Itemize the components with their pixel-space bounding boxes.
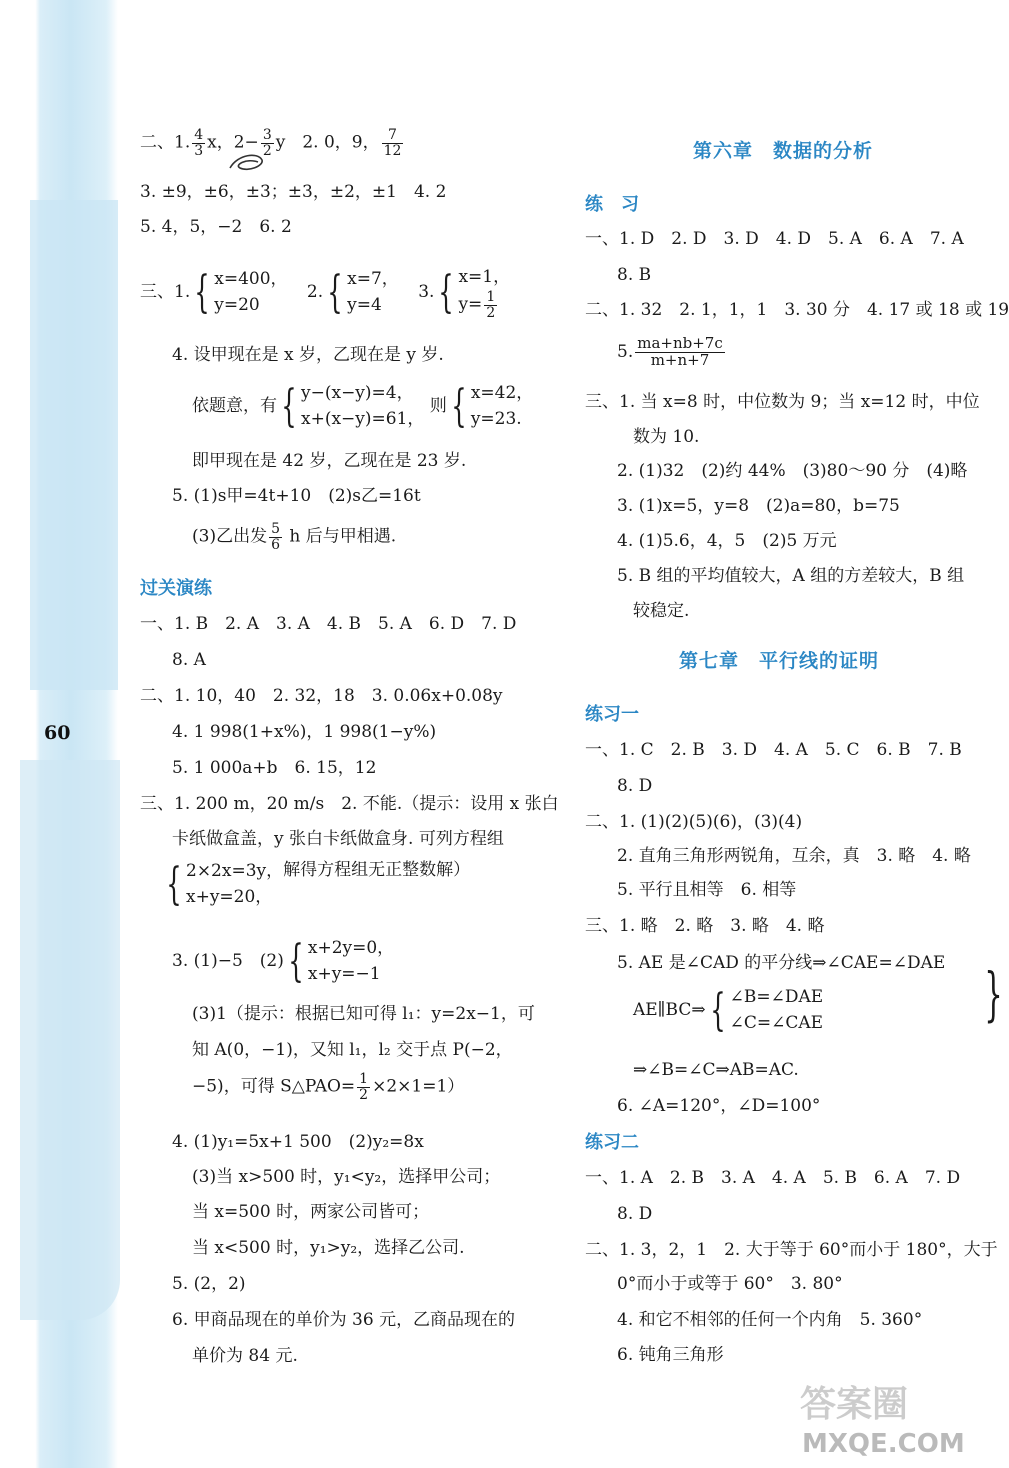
answer-line: 二、1. 10，40 2. 32，18 3. 0.06x+0.08y xyxy=(140,686,503,706)
answer-line: 三、1. 200 m，20 m/s 2. 不能.（提示：设用 x 张白 xyxy=(140,794,559,814)
answer-line: { 2×2x=3y， x+y=20，解得方程组无正整数解） xyxy=(166,858,471,910)
fraction: $\frac{3}{2}$ xyxy=(262,127,272,159)
answer-line: 3. ±9，±6，±3；±3，±2，±1 4. 2 xyxy=(140,182,447,202)
answer-line: 4. 1 998(1+x%)，1 998(1−y%) xyxy=(172,722,437,742)
answer-line: 6. 甲商品现在的单价为 36 元，乙商品现在的 xyxy=(172,1310,516,1330)
answer-line: 数为 10. xyxy=(633,427,700,447)
answer-line: 5. (2，2) xyxy=(172,1274,246,1294)
svg-text:答案圈: 答案圈 xyxy=(800,1384,909,1425)
answer-line: 三、1.{ x=400， y=20 2.{ x=7， y=4 3.{ x=1， y= $\frac{1}{2}$ xyxy=(140,266,511,322)
answer-line: 三、1. 当 x=8 时，中位数为 9；当 x=12 时，中位 xyxy=(585,392,980,412)
answer-line: AE∥BC⇒{ ∠B=∠DAE ∠C=∠CAE xyxy=(633,984,824,1036)
answer-line: 较稳定. xyxy=(633,601,690,621)
answer-line: (3)1（提示：根据已知可得 l₁：y=2x−1，可 xyxy=(192,1004,535,1024)
answer-line: 8. B xyxy=(617,265,652,285)
answer-line: 4. (1)y₁=5x+1 500 (2)y₂=8x xyxy=(172,1132,424,1152)
section-heading: 过关演练 xyxy=(140,578,212,599)
answer-line: 3. (1)−5 (2){ x+2y=0， x+y=−1 xyxy=(172,935,395,987)
answer-line: −5)，可得 S△PAO= $\frac{1}{2}$ ×2×1=1） xyxy=(192,1071,465,1103)
answer-line: 2. (1)32 (2)约 44% (3)80～90 分 (4)略 xyxy=(617,461,968,481)
answer-line: 4. (1)5.6，4，5 (2)5 万元 xyxy=(617,531,837,551)
fraction: $\frac{7}{12}$ xyxy=(383,127,402,159)
answer-line: 单价为 84 元. xyxy=(192,1346,298,1366)
answer-line: 一、1. B 2. A 3. A 4. B 5. A 6. D 7. D xyxy=(140,614,517,634)
answer-line: 二、1. $\frac{4}{3}$ x，2− $\frac{3}{2}$ y 2. 0，9， $\frac{7}{12}$ xyxy=(140,127,402,159)
answer-line: ⇒∠B=∠C⇒AB=AC. xyxy=(633,1060,799,1080)
answer-line: 8. A xyxy=(172,650,206,670)
answer-line: 即甲现在是 42 岁，乙现在是 23 岁. xyxy=(192,451,467,471)
chapter-title: 第七章 平行线的证明 xyxy=(679,650,880,672)
answer-line: 一、1. A 2. B 3. A 4. A 5. B 6. A 7. D xyxy=(585,1168,961,1188)
answer-line: 3. (1)x=5，y=8 (2)a=80，b=75 xyxy=(617,496,900,516)
page-number: 60 xyxy=(44,722,71,744)
section-heading: 练 习 xyxy=(585,194,639,215)
svg-text:MXQE.COM: MXQE.COM xyxy=(802,1429,965,1459)
section-heading: 练习一 xyxy=(585,704,639,725)
answer-line: 5. 1 000a+b 6. 15，12 xyxy=(172,758,377,778)
answer-line: 知 A(0，−1)，又知 l₁，l₂ 交于点 P(−2， xyxy=(192,1040,513,1060)
fraction: $\frac{4}{3}$ xyxy=(194,127,204,159)
answer-line: 4. 设甲现在是 x 岁，乙现在是 y 岁. xyxy=(172,345,444,365)
answer-line: 5. $\frac{ma+nb+7c}{m+n+7}$ xyxy=(617,334,723,369)
answer-line: 5. 4，5，−2 6. 2 xyxy=(140,217,292,237)
answer-line: 2. 直角三角形两锐角，互余，真 3. 略 4. 略 xyxy=(617,846,971,866)
answer-line: 5. 平行且相等 6. 相等 xyxy=(617,880,797,900)
answer-line: 5. (1)s甲=4t+10 (2)s乙=16t xyxy=(172,486,421,506)
answer-line: 8. D xyxy=(617,776,653,796)
answer-line: 4. 和它不相邻的任何一个内角 5. 360° xyxy=(617,1310,923,1330)
answer-line: 二、1. 3，2，1 2. 大于等于 60°而小于 180°，大于 xyxy=(585,1240,998,1260)
watermark-logo xyxy=(792,1376,992,1460)
answer-line: 当 x<500 时，y₁>y₂，选择乙公司. xyxy=(192,1238,465,1258)
answer-line: (3)乙出发 $\frac{5}{6}$ h 后与甲相遇. xyxy=(192,521,397,553)
answer-line: 依题意，有{ y−(x−y)=4， x+(x−y)=61， 则{ x=42， y=23. xyxy=(192,380,534,432)
answer-line: 二、1. 32 2. 1，1，1 3. 30 分 4. 17 或 18 或 19 xyxy=(585,300,1009,320)
answer-line: 二、1. (1)(2)(5)(6)，(3)(4) xyxy=(585,812,803,832)
answer-line: 8. D xyxy=(617,1204,653,1224)
section-heading: 练习二 xyxy=(585,1132,639,1153)
answer-line: 一、1. C 2. B 3. D 4. A 5. C 6. B 7. B xyxy=(585,740,962,760)
closing-brace: } xyxy=(984,960,1003,1028)
chapter-title: 第六章 数据的分析 xyxy=(693,140,874,162)
answer-line: 当 x=500 时，两家公司皆可； xyxy=(192,1202,430,1222)
pen-scribble-icon xyxy=(228,148,268,176)
answer-line: 6. ∠A=120°，∠D=100° xyxy=(617,1096,821,1116)
answer-line: 6. 钝角三角形 xyxy=(617,1345,724,1365)
answer-line: 5. AE 是∠CAD 的平分线⇒∠CAE=∠DAE xyxy=(617,953,946,973)
answer-line: 三、1. 略 2. 略 3. 略 4. 略 xyxy=(585,916,825,936)
answer-line: 一、1. D 2. D 3. D 4. D 5. A 6. A 7. A xyxy=(585,229,964,249)
answer-line: 0°而小于或等于 60° 3. 80° xyxy=(617,1274,843,1294)
answer-line: (3)当 x>500 时，y₁<y₂，选择甲公司； xyxy=(192,1167,501,1187)
decorative-sidebar-band-top xyxy=(30,200,118,690)
answer-line: 卡纸做盒盖，y 张白卡纸做盒身. 可列方程组 xyxy=(172,829,504,849)
answer-line: 5. B 组的平均值较大，A 组的方差较大，B 组 xyxy=(617,566,965,586)
decorative-sidebar-band-bottom xyxy=(20,760,120,1320)
